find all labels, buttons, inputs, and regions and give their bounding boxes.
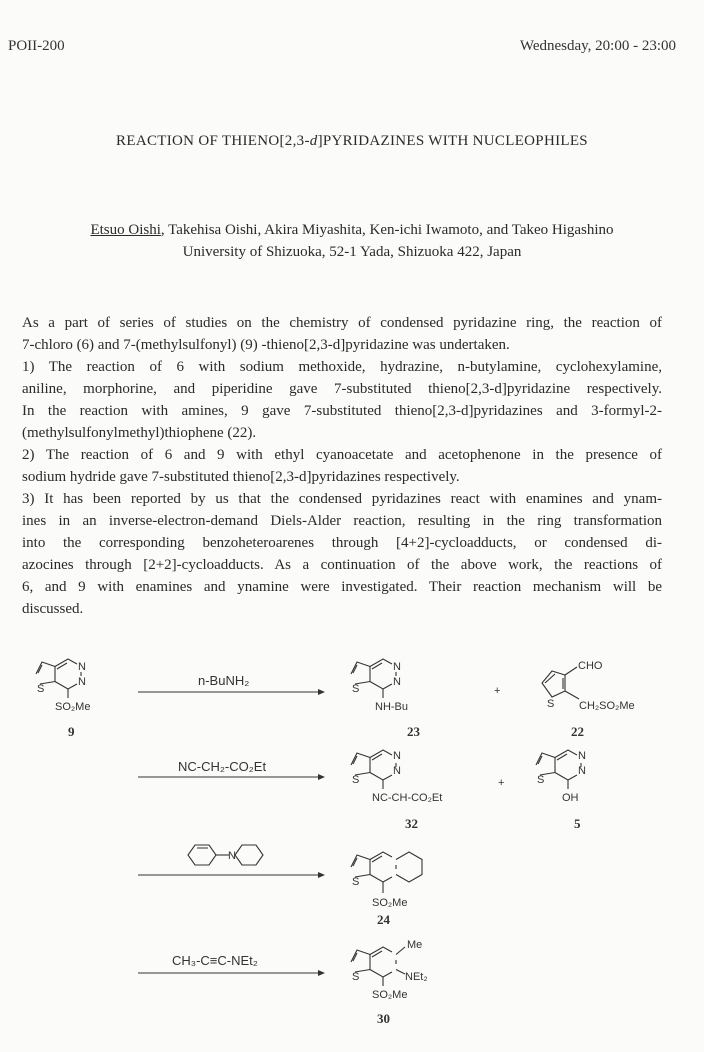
compound-22 — [542, 660, 635, 739]
compound-label: 32 — [405, 816, 418, 831]
abstract-line: 1) The reaction of 6 with sodium methoxide, hydrazine, n-butylamine, cyclohexylamine, — [22, 359, 662, 375]
abstract-line: sodium hydride gave 7-substituted thieno[2,3-d]pyridazines respectively. — [22, 469, 460, 485]
atom-n: N — [78, 661, 86, 673]
abstract-line: (methylsulfonylmethyl)thiophene (22). — [22, 425, 257, 441]
compound-24 — [351, 852, 422, 927]
abstract-line: 3) It has been reported by us that the condensed pyridazines react with enamines and ynam- — [22, 491, 662, 507]
presenting-author: Etsuo Oishi — [90, 222, 161, 238]
substituent: NC-CH-CO₂Et — [372, 792, 443, 804]
co-authors: , Takehisa Oishi, Akira Miyashita, Ken-ichi Iwamoto, and Takeo Higashino — [160, 222, 614, 238]
abstract-line: 2) The reaction of 6 and 9 with ethyl cyanoacetate and acetophenone in the presence of — [22, 447, 662, 463]
abstract-line: In the reaction with amines, 9 gave 7-substituted thieno[2,3-d]pyridazines and 3-formyl-2- — [22, 403, 662, 419]
atom-s: S — [537, 774, 545, 786]
affiliation: University of Shizuoka, 52-1 Yada, Shizuoka 422, Japan — [182, 244, 522, 260]
abstract-line: azocines through [2+2]-cycloadducts. As a continuation of the above work, the reactions of — [22, 557, 662, 573]
title-post: ]PYRIDAZINES WITH NUCLEOPHILES — [317, 133, 588, 149]
atom-n: N — [393, 765, 401, 777]
compound-32 — [351, 750, 442, 831]
compound-label: 9 — [68, 724, 75, 739]
reagent-ethyl-cyanoacetate: NC-CH₂-CO₂Et — [178, 759, 267, 774]
atom-s: S — [352, 876, 360, 888]
substituent: NH-Bu — [375, 701, 409, 713]
abstract-line: 6, and 9 with enamines and ynamine were investigated. Their reaction mechanism will be — [22, 579, 662, 595]
compound-label: 5 — [574, 816, 581, 831]
plus-sign: + — [494, 685, 501, 697]
atom-n: N — [393, 750, 401, 762]
arrow-head — [318, 872, 325, 878]
substituent: SO₂Me — [55, 701, 91, 713]
atom-n: N — [578, 765, 586, 777]
title-pre: REACTION OF THIENO[2,3- — [116, 133, 310, 149]
substituent-net2: NEt₂ — [405, 971, 428, 983]
abstract-line: into the corresponding benzoheteroarenes through [4+2]-cycloadducts, or condensed di- — [22, 535, 662, 551]
title-italic: d — [309, 133, 318, 149]
atom-n: N — [228, 850, 236, 862]
substituent-ch2so2me: CH₂SO₂Me — [579, 700, 635, 712]
compound-23 — [351, 659, 421, 739]
arrow-head — [318, 970, 325, 976]
header-code: POII-200 — [8, 38, 65, 54]
reagent-enamine — [188, 845, 263, 865]
reagent-ynamine: CH₃-C≡C-NEt₂ — [172, 953, 258, 968]
atom-s: S — [352, 683, 360, 695]
atom-n: N — [393, 676, 401, 688]
abstract-line: ines in an inverse-electron-demand Diels-Alder reaction, resulting in the ring transformation — [22, 513, 662, 529]
atom-n: N — [393, 661, 401, 673]
atom-s: S — [352, 971, 360, 983]
reagent-n-butylamine: n-BuNH₂ — [198, 673, 250, 688]
arrow-head — [318, 774, 325, 780]
compound-label: 23 — [407, 724, 420, 739]
compound-label: 30 — [377, 1011, 390, 1026]
atom-n: N — [578, 750, 586, 762]
compound-5 — [536, 750, 586, 831]
atom-s: S — [547, 698, 555, 710]
compound-9 — [36, 659, 90, 739]
atom-s: S — [37, 683, 45, 695]
abstract-line: discussed. — [22, 601, 84, 617]
abstract-line: aniline, morphorine, and piperidine gave 7-substituted thieno[2,3-d]pyridazine respectively. — [22, 381, 662, 397]
atom-s: S — [352, 774, 360, 786]
abstract-line: As a part of series of studies on the chemistry of condensed pyridazine ring, the reaction of — [22, 315, 662, 331]
compound-label: 24 — [377, 912, 390, 927]
abstract-line: 7-chloro (6) and 7-(methylsulfonyl) (9) -thieno[2,3-d]pyridazine was undertaken. — [22, 337, 510, 353]
compound-30 — [351, 939, 428, 1026]
substituent: OH — [562, 792, 579, 804]
substituent: SO₂Me — [372, 897, 408, 909]
arrow-head — [318, 689, 325, 695]
header-session: Wednesday, 20:00 - 23:00 — [519, 38, 676, 54]
compound-label: 22 — [571, 724, 584, 739]
atom-n: N — [78, 676, 86, 688]
plus-sign: + — [498, 777, 505, 789]
substituent-me: Me — [407, 939, 423, 951]
substituent: SO₂Me — [372, 989, 408, 1001]
substituent-cho: CHO — [578, 660, 603, 672]
